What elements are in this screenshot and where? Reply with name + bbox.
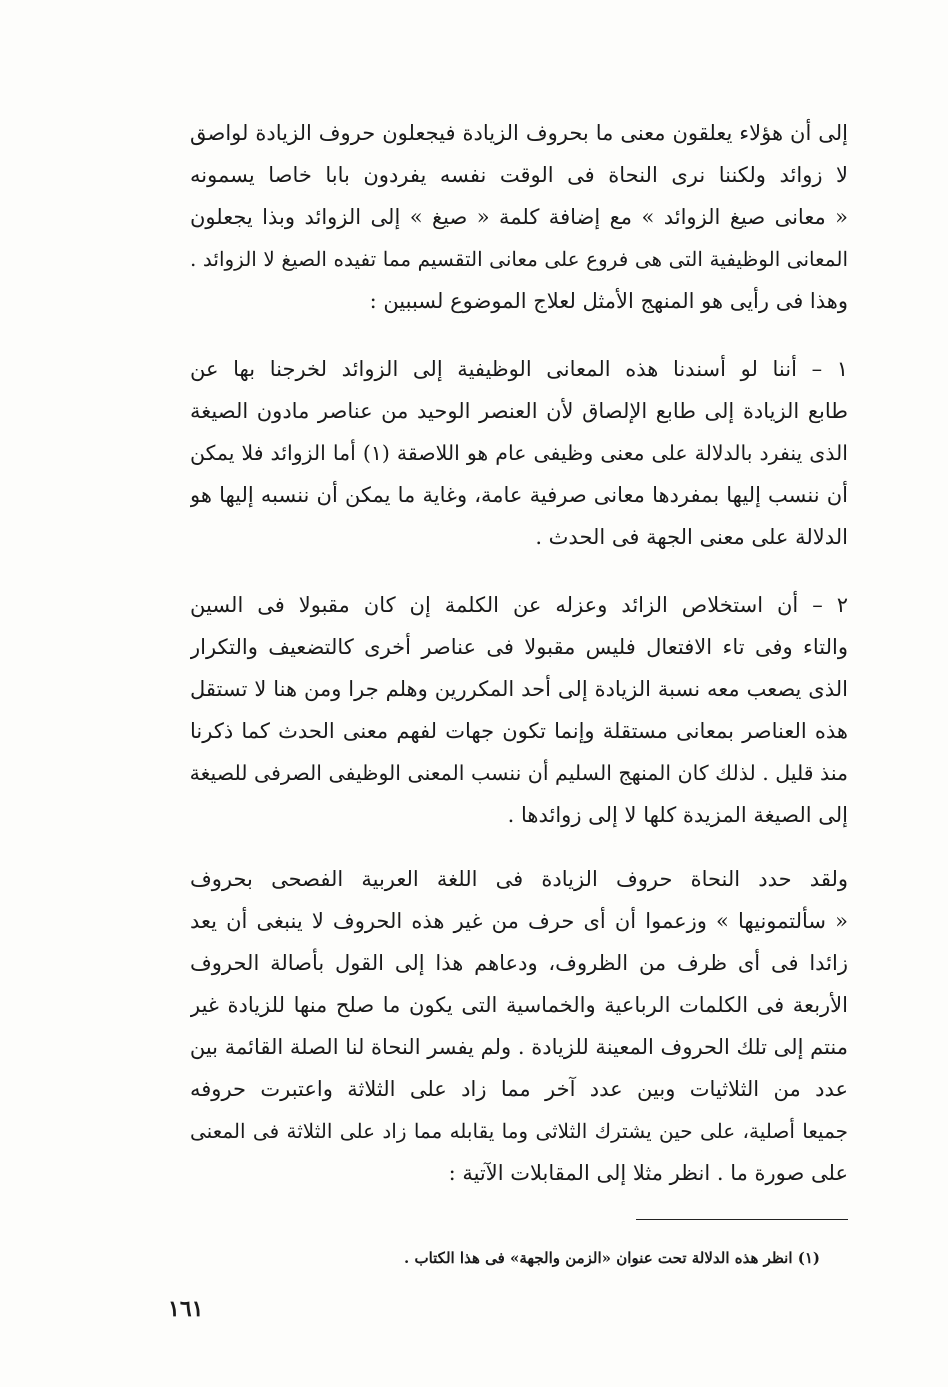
text-line: زائدا فى أى ظرف من الظروف، ودعاهم هذا إلى القول بأصالة الحروف (190, 951, 848, 975)
text-line: وهذا فى رأيى هو المنهج الأمثل لعلاج الموضوع لسببين : (369, 289, 848, 313)
text-line: المعانى الوظيفية التى هى فروع على معانى التقسيم مما تفيده الصيغ لا الزوائد . (190, 247, 848, 271)
text-line: ٢ – أن استخلاص الزائد وعزله عن الكلمة إن كان مقبولا فى السين (190, 593, 848, 617)
text-line: الذى يصعب معه نسبة الزيادة إلى أحد المكررين وهلم جرا ومن هنا لا تستقل (190, 677, 848, 701)
text-line: منتم إلى تلك الحروف المعينة للزيادة . ولم يفسر النحاة لنا الصلة القائمة بين (190, 1035, 848, 1059)
text-line: لا زوائد ولكننا نرى النحاة فى الوقت نفسه يفردون بابا خاصا يسمونه (190, 163, 848, 187)
text-line: الذى ينفرد بالدلالة على معنى وظيفى عام هو اللاصقة (١) أما الزوائد فلا يمكن (190, 441, 848, 465)
text-line: الدلالة على معنى الجهة فى الحدث . (535, 525, 848, 549)
text-line: ولقد حدد النحاة حروف الزيادة فى اللغة العربية الفصحى بحروف (190, 867, 848, 891)
text-line: عدد من الثلاثيات وبين عدد آخر مما زاد على الثلاثة واعتبرت حروفه (190, 1077, 848, 1101)
page-number: ١٦١ (168, 1296, 204, 1322)
paragraph-2 (190, 348, 848, 558)
text-line: أن ننسب إليها بمفردها معانى صرفية عامة، وغاية ما يمكن أن ننسبه إليها هو (190, 483, 848, 507)
paragraph-1 (190, 112, 848, 322)
text-line: ١ – أننا لو أسندنا هذه المعانى الوظيفية إلى الزوائد لخرجنا بها عن (190, 357, 848, 381)
text-line: منذ قليل . لذلك كان المنهج السليم أن ننسب المعنى الوظيفى الصرفى للصيغة (190, 761, 848, 785)
paragraph-4 (190, 858, 848, 1194)
text-line: « سألتمونيها » وزعموا أن أى حرف من غير هذه الحروف لا ينبغى أن يعد (190, 909, 848, 933)
footnote: (١) انظر هذه الدلالة تحت عنوان «الزمن والجهة» فى هذا الكتاب . (404, 1249, 820, 1267)
text-line: هذه العناصر بمعانى مستقلة وإنما تكون جهات لفهم معنى الحدث كما ذكرنا (190, 719, 848, 743)
paragraph-3 (190, 584, 848, 836)
text-line: « معانى صيغ الزوائد » مع إضافة كلمة « صيغ » إلى الزوائد وبذا يجعلون (190, 205, 848, 229)
footnote-divider (636, 1219, 848, 1220)
text-line: والتاء وفى تاء الافتعال فليس مقبولا فى عناصر أخرى كالتضعيف والتكرار (190, 635, 848, 659)
text-line: على صورة ما . انظر مثلا إلى المقابلات الآتية : (448, 1161, 848, 1185)
text-line: الأربعة فى الكلمات الرباعية والخماسية التى يكون ما صلح منها للزيادة غير (190, 993, 848, 1017)
text-line: طابع الزيادة إلى طابع الإلصاق لأن العنصر الوحيد من عناصر مادون الصيغة (190, 399, 848, 423)
text-line: إلى أن هؤلاء يعلقون معنى ما بحروف الزيادة فيجعلون حروف الزيادة لواصق (190, 121, 848, 145)
text-line: إلى الصيغة المزيدة كلها لا إلى زوائدها . (507, 803, 848, 827)
text-line: جميعا أصلية، على حين يشترك الثلاثى وما يقابله مما زاد على الثلاثة فى المعنى (190, 1119, 848, 1143)
